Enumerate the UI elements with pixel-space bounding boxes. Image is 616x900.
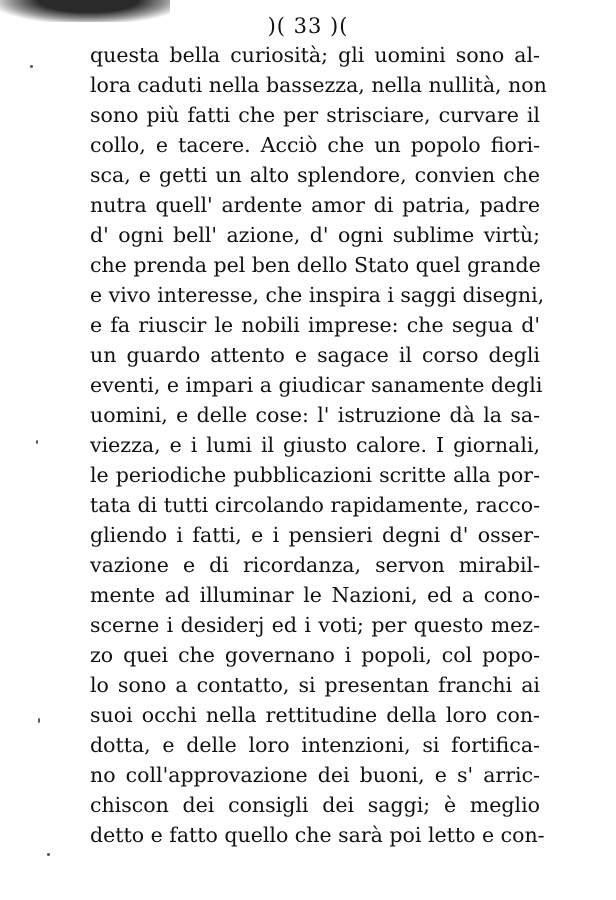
text-line: e fa riuscir le nobili imprese: che segua d': [90, 313, 540, 337]
text-line: le periodiche pubblicazioni scritte alla por-: [90, 463, 540, 487]
text-line: questa bella curiosità; gli uomini sono al-: [90, 43, 540, 67]
scan-speck: [38, 718, 40, 723]
text-line: lora caduti nella bassezza, nella nullità, non: [90, 73, 547, 97]
text-line: sono più fatti che per strisciare, curvare il: [90, 103, 540, 127]
page-number: )( 33 )(: [267, 14, 349, 38]
text-line: collo, e tacere. Acciò che un popolo fiori-: [90, 133, 540, 157]
text-line: chiscon dei consigli dei saggi; è meglio: [90, 793, 540, 817]
text-line: viezza, e i lumi il giusto calore. I giornali,: [90, 433, 540, 457]
text-line: nutra quell' ardente amor di patria, padre: [90, 193, 540, 217]
text-line: tata di tutti circolando rapidamente, racco-: [90, 493, 540, 517]
text-line: dotta, e delle loro intenzioni, si fortifica-: [90, 733, 540, 757]
text-line: e vivo interesse, che inspira i saggi disegni,: [90, 283, 545, 307]
text-line: detto e fatto quello che sarà poi letto e con-: [90, 823, 545, 847]
body-text: [90, 40, 547, 850]
scan-speck: [30, 65, 33, 68]
text-line: gliendo i fatti, e i pensieri degni d' osser-: [90, 523, 540, 547]
text-line: zo quei che governano i popoli, col popo-: [90, 643, 540, 667]
text-line: eventi, e impari a giudicar sanamente degli: [90, 373, 543, 397]
text-line: no coll'approvazione dei buoni, e s' arric-: [90, 763, 540, 787]
text-line: un guardo attento e sagace il corso degli: [90, 343, 540, 367]
scan-speck: [47, 853, 50, 856]
text-line: d' ogni bell' azione, d' ogni sublime virtù;: [90, 223, 540, 247]
text-line: mente ad illuminar le Nazioni, ed a cono-: [90, 583, 540, 607]
text-line: vazione e di ricordanza, servon mirabil-: [90, 553, 540, 577]
text-line: che prenda pel ben dello Stato quel grande: [90, 253, 541, 277]
text-line: lo sono a contatto, si presentan franchi ai: [90, 673, 540, 697]
text-line: uomini, e delle cose: l' istruzione dà la sa-: [90, 403, 540, 427]
text-line: suoi occhi nella rettitudine della loro con-: [90, 703, 540, 727]
text-line: scerne i desiderj ed i voti; per questo mez-: [90, 613, 540, 637]
text-line: sca, e getti un alto splendore, convien che: [90, 163, 540, 187]
scan-speck: [36, 440, 38, 444]
